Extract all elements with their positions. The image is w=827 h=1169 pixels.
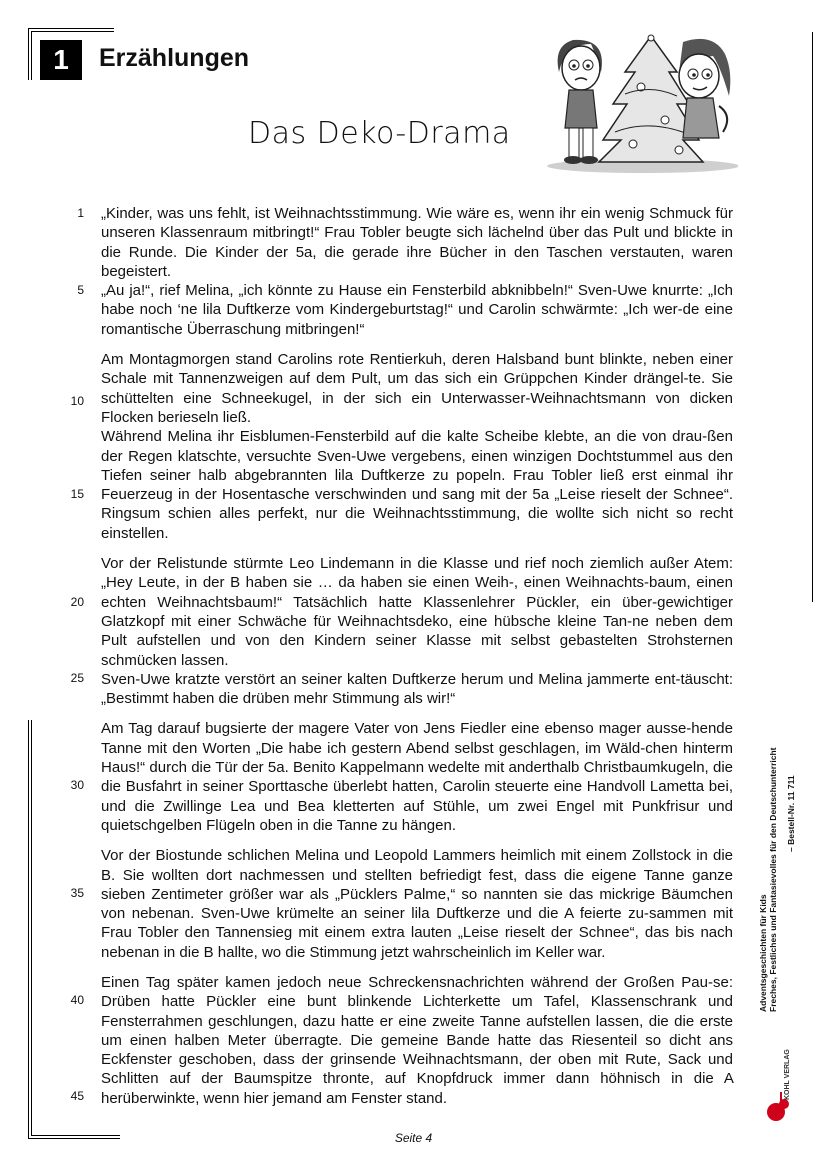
text-line: baum, einen echten Weihnachtsbaum!“ Tatsächlich hatte Klassenlehrer Pückler, ein über- (101, 574, 733, 611)
text-line: einmal ihr Feuerzeug in der Hosentasche verschwinden und sang mit der 5a „Leise rieselt (101, 466, 734, 504)
frame-bottom-left-vertical-inner (31, 720, 32, 1135)
text-line: das bis nach nebenan in die B hallte, wo die Stimmung jetzt wahrscheinlich im Keller war. (101, 924, 733, 961)
text-line: hende Tanne mit den Worten „Die habe ich gestern Abend selbst geschlagen, im Wäld- (101, 720, 733, 757)
paragraph (101, 554, 733, 708)
line-number: 1 (77, 206, 84, 220)
text-line: erste um einen halben Meter überragte. Die gemeine Bande hatte das Riesenteil so dicht (101, 1012, 733, 1049)
text-line: „Ich habe noch ‘ne lila Duftkerze vom Kindergeburtstag!“ und Carolin schwärmte: „Ich wer- (101, 282, 733, 319)
line-number: 20 (70, 595, 84, 609)
paragraph (101, 350, 733, 543)
line-number: 30 (70, 778, 84, 792)
text-line: „Kinder, was uns fehlt, ist Weihnachtsstimmung. Wie wäre es, wenn ihr ein wenig Schmuck (101, 205, 711, 222)
line-number: 10 (70, 394, 84, 408)
side-credit-title: Adventsgeschichten für Kids (758, 894, 768, 1012)
text-line: Vor der Biostunde schlichen Melina und Leopold Lammers heimlich mit einem Zollstock (101, 847, 692, 865)
text-line: eine Handvoll Lametta bei, und die Zwillinge Lea und Bea kletterten auf Stühle, um zwei (101, 778, 733, 815)
chapter-title: Erzählungen (99, 44, 250, 72)
text-line: ßen der Regen klatschte, versuchte Sven-Uwe vergebens, einen winzigen Dochtstummel (101, 428, 733, 465)
text-line: Sven-Uwe kratzte verstört an seiner kalten Duftkerze herum und Melina jammerte ent- (101, 670, 681, 688)
kids-christmas-tree-illustration (543, 32, 738, 174)
page-number: Seite 4 (394, 1131, 433, 1145)
frame-corner-top-inner (31, 31, 114, 32)
text-line: Vor der Relistunde stürmte Leo Lindemann in die Klasse und rief noch ziemlich außer (101, 555, 689, 573)
chapter-number-badge (40, 40, 82, 80)
chapter-number: 1 (53, 44, 69, 75)
line-number: 35 (70, 886, 84, 900)
text-line: einer Schale mit Tannenzweigen auf dem Pult, um das sich ein Grüppchen Kinder drängel- (101, 351, 733, 388)
story-title: Das Deko-Drama (248, 116, 511, 151)
text-line: Bäumchen von nebenan. Sven-Uwe krümelte an seiner lila Duftkerze und die A feierte zu- (101, 885, 733, 923)
text-line: blickte in die Runde. Die Kinder der 5a, die gerade ihre Bücher in den Taschen verstauten, (101, 224, 734, 261)
text-line: te. Sie schüttelten eine Schneekugel, in der sich ein Unterwasser-Weihnachtsmann von (101, 370, 733, 407)
text-line: Christbaumkugeln, die die Busfahrt in seiner Sporttasche überlebt hatten, Carolin steuerte (101, 759, 733, 796)
line-number: 25 (70, 671, 84, 685)
text-line: de eine romantische Überraschung mitbringen!“ (101, 301, 733, 338)
publisher-logo-text: KOHL VERLAG (784, 1049, 791, 1100)
text-line: nicht so recht einstellen. (101, 505, 734, 542)
frame-corner-left (28, 28, 29, 80)
frame-corner-left-inner (31, 31, 32, 80)
line-number: 15 (70, 487, 84, 501)
text-line: waren begeistert. (101, 243, 734, 280)
line-number: 5 (77, 283, 84, 297)
text-line: ganze sieben Zentimeter größer war als „Pücklers Palme,“ so nannten sie das mickrige (101, 866, 734, 903)
paragraph (101, 846, 733, 962)
text-line: se: Drüben hatte Pückler eine bunt blinkende Lichterkette um Tafel, Klassenschrank und (101, 973, 733, 1011)
text-line: ne neben dem Pult aufstellen und von den Kindern seiner Klasse mit selbst gebastelten (101, 612, 733, 650)
text-line: in die B. Sie wollten dort nachmessen und stellten befriedigt fest, dass die eigene Tanne (101, 847, 734, 884)
frame-right-vertical (812, 32, 813, 602)
text-line: täuscht: „Bestimmt haben die drüben mehr Stimmung als wir!“ (101, 670, 733, 708)
text-line: aus den Tiefen seiner halb abgebrannten lila Duftkerze zu popeln. Frau Tobler ließ erst (101, 447, 734, 484)
text-line: Am Tag darauf bugsierte der magere Vater von Jens Fiedler eine ebenso mager ausse- (101, 720, 692, 738)
side-credit-subtitle: Freches, Festliches und Fantasievolles für den Deutschunterricht (768, 747, 778, 1012)
paragraph (101, 719, 733, 835)
text-line: Während Melina ihr Eisblumen-Fensterbild auf die kalte Scheibe klebte, an die von drau- (101, 428, 708, 446)
text-line: für unseren Klassenraum mitbringt!“ Frau Tobler beugte sich lächelnd über das Pult und (101, 205, 733, 242)
text-line: gewichtiger Glatzkopf mit einer Schwäche für Weihnachtsdeko, eine hübsche kleine Tan- (101, 593, 733, 630)
text-line: herüberwinkte, wenn hier jemand am Fenster stand. (101, 1089, 448, 1107)
text-line: und Schlitten auf der Baumspitze thronte, auf Knopfdruck immer dann höhnisch in die A (101, 1051, 733, 1088)
text-line: Am Montagmorgen stand Carolins rote Rentierkuh, deren Halsband bunt blinkte, neben (101, 351, 695, 369)
text-line: Einen Tag später kamen jedoch neue Schreckensnachrichten während der Großen Pau- (101, 973, 713, 991)
order-number: – Bestell-Nr. 11 711 (786, 775, 796, 852)
paragraph (101, 973, 733, 1108)
text-line: sammen mit Frau Tobler den Tannensieg mit einem extra lauten „Leise rieselt der Schnee“, (101, 905, 733, 942)
text-line: Atem: „Hey Leute, in der B haben sie … da haben sie einen Weih-, einen Weihnachts- (101, 555, 733, 592)
paragraph (101, 204, 733, 339)
text-line: der Schnee“. Ringsum schien alles perfekt, nur die Weihnachtsstimmung, die wollte sich (101, 486, 733, 523)
line-number: 45 (70, 1089, 84, 1103)
text-line: Engel mit Punkfrisur und quietschgelben Flügeln oben in die Tanne zu hängen. (101, 797, 733, 834)
frame-bottom-left-vertical (28, 720, 29, 1138)
frame-corner-top (28, 28, 114, 29)
story-body (101, 204, 733, 1108)
line-number: 40 (70, 993, 84, 1007)
text-line: Fensterrahmen geschlungen, dazu hatte er eine zweite Tanne aufstellen lassen, die die (101, 1012, 695, 1030)
publisher-logo (766, 1062, 796, 1126)
text-line: ans Eckfenster geschoben, dass der grinsende Weihnachtsmann, der oben mit Rute, Sack (101, 1031, 733, 1069)
side-credit (758, 747, 778, 1012)
text-line: Strohsternen schmücken lassen. (101, 632, 734, 669)
text-line: dicken Flocken berieseln ließ. (101, 389, 734, 426)
text-line: chen hinterm Haus!“ durch die Tür der 5a. Benito Kappelmann wedelte mit anderthalb (101, 739, 733, 777)
text-line: „Au ja!“, rief Melina, „ich könnte zu Hause ein Fensterbild abknibbeln!“ Sven-Uwe knurrte: (101, 282, 703, 300)
